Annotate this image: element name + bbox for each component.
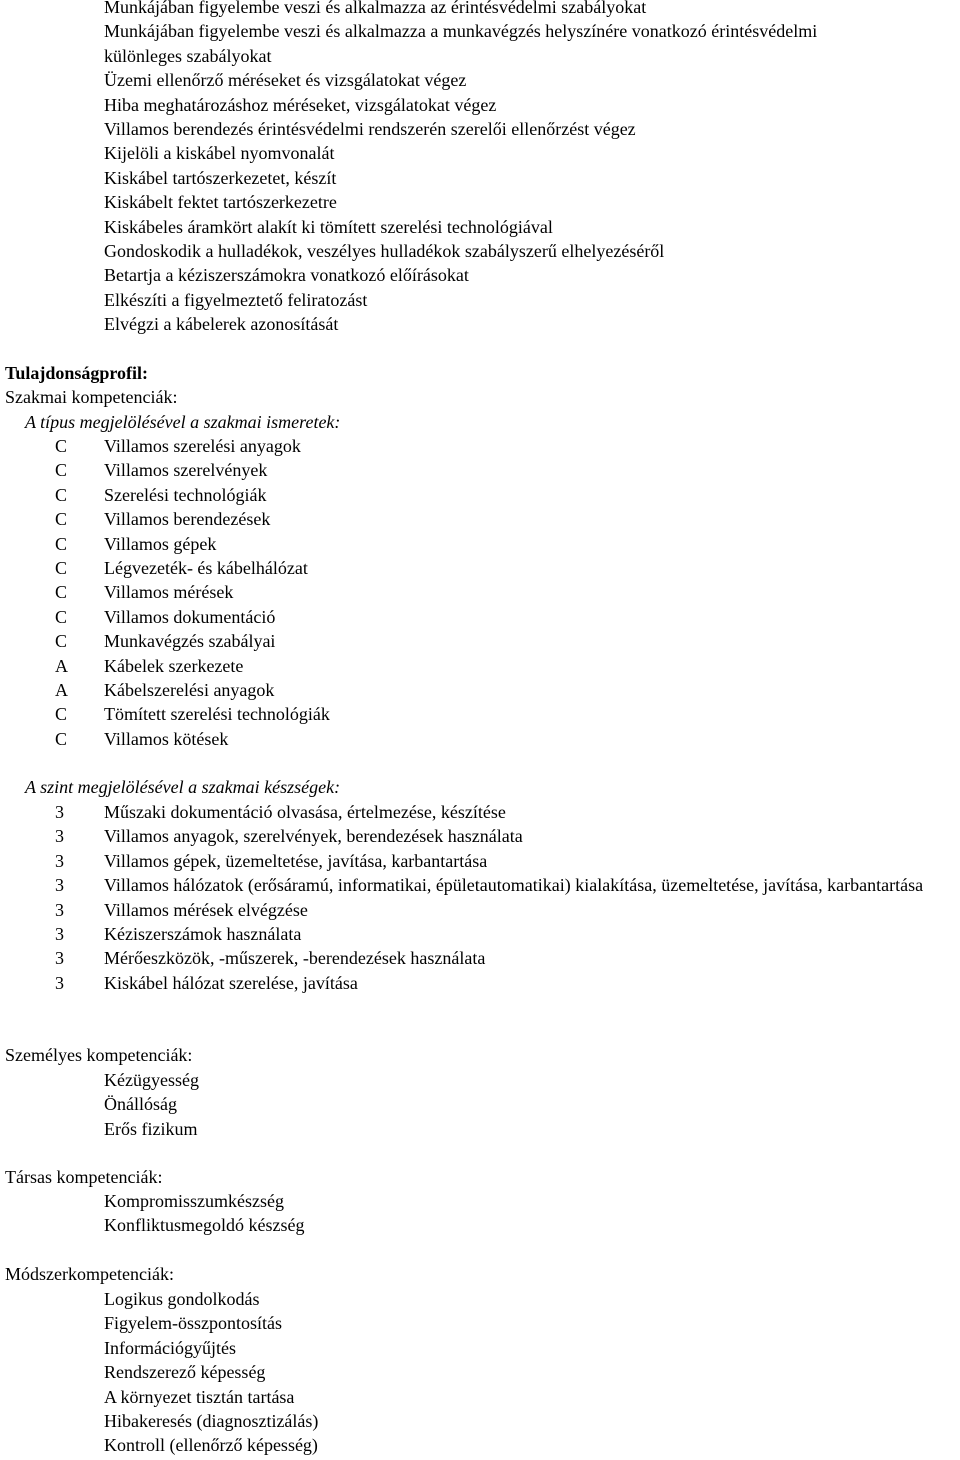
skill-level: 3	[55, 850, 64, 871]
skill-text: Villamos anyagok, szerelvények, berendezések használata	[104, 826, 523, 847]
skill-level: 3	[55, 875, 64, 896]
list-item	[0, 629, 960, 653]
task-item: Elkészíti a figyelmeztető feliratozást	[104, 289, 368, 310]
skill-level: 3	[55, 948, 64, 969]
list-item	[0, 727, 960, 751]
list-item	[0, 678, 960, 702]
method-competencies-list	[0, 1287, 960, 1458]
task-item: Üzemi ellenőrző méréseket és vizsgálatokat végez	[104, 70, 467, 91]
task-item: Villamos berendezés érintésvédelmi rendszerén szerelői ellenőrzést végez	[104, 119, 636, 140]
task-item: Gondoskodik a hulladékok, veszélyes hulladékok szabályszerű elhelyezéséről	[104, 241, 665, 262]
list-item: Logikus gondolkodás	[104, 1289, 260, 1309]
skill-level: 3	[55, 899, 64, 920]
list-item	[0, 849, 960, 873]
knowledge-code: C	[55, 606, 68, 627]
list-item: Figyelem-összpontosítás	[104, 1313, 282, 1334]
list-item	[0, 800, 960, 824]
list-item: Erős fizikum	[104, 1118, 198, 1139]
knowledge-text: Villamos kötések	[104, 728, 229, 749]
social-competencies-list	[0, 1189, 960, 1238]
skill-level: 3	[55, 826, 64, 847]
list-item: Rendszerező képesség	[104, 1362, 266, 1383]
list-item	[0, 702, 960, 726]
knowledge-text: Tömített szerelési technológiák	[104, 704, 330, 725]
task-item: Kiskábelt fektet tartószerkezetre	[104, 192, 337, 213]
knowledge-code: C	[55, 533, 68, 554]
knowledge-code: C	[55, 582, 68, 603]
skills-list	[0, 800, 960, 995]
list-item: A környezet tisztán tartása	[104, 1386, 295, 1407]
method-competencies-heading: Módszerkompetenciák:	[5, 1264, 174, 1284]
knowledge-text: Légvezeték- és kábelhálózat	[104, 558, 308, 579]
knowledge-code: A	[55, 680, 68, 701]
list-item	[0, 654, 960, 678]
list-item: Kézügyesség	[104, 1070, 199, 1090]
task-item: Munkájában figyelembe veszi és alkalmazza az érintésvédelmi szabályokat	[104, 0, 647, 17]
knowledge-code: C	[55, 558, 68, 579]
skill-text: Villamos gépek, üzemeltetése, javítása, karbantartása	[104, 850, 488, 871]
list-item: Kontroll (ellenőrző képesség)	[104, 1435, 318, 1456]
knowledge-code: C	[55, 460, 68, 481]
skill-text: Kiskábel hálózat szerelése, javítása	[104, 972, 358, 993]
task-item: Hiba meghatározáshoz méréseket, vizsgálatokat végez	[104, 94, 497, 115]
knowledge-code: C	[55, 704, 68, 725]
task-item: Betartja a kéziszerszámokra vonatkozó előírásokat	[104, 265, 469, 286]
list-item: Kompromisszumkészség	[104, 1191, 284, 1211]
list-item	[0, 605, 960, 629]
personal-competencies-list	[0, 1068, 960, 1141]
knowledge-text: Villamos szerelési anyagok	[104, 436, 301, 456]
skill-text: Műszaki dokumentáció olvasása, értelmezése, készítése	[104, 802, 506, 822]
knowledge-text: Villamos gépek	[104, 533, 217, 554]
knowledge-code: C	[55, 509, 68, 530]
profile-title: Tulajdonságprofil:	[5, 363, 149, 383]
knowledge-code: C	[55, 436, 68, 456]
knowledge-text: Kábelek szerkezete	[104, 655, 244, 676]
list-item	[0, 532, 960, 556]
list-item	[0, 483, 960, 507]
task-item: Kiskábel tartószerkezetet, készít	[104, 167, 337, 188]
knowledge-text: Kábelszerelési anyagok	[104, 680, 275, 701]
personal-competencies-heading: Személyes kompetenciák:	[5, 1045, 193, 1065]
knowledge-text: Szerelési technológiák	[104, 484, 267, 505]
skill-level: 3	[55, 802, 64, 822]
list-item	[0, 971, 960, 995]
knowledge-text: Villamos dokumentáció	[104, 606, 276, 627]
knowledge-text: Villamos mérések	[104, 582, 234, 603]
list-item	[0, 873, 960, 897]
knowledge-code: C	[55, 631, 68, 652]
skill-level: 3	[55, 924, 64, 945]
list-item	[0, 824, 960, 848]
skills-heading: A szint megjelölésével a szakmai készségek:	[25, 777, 341, 797]
knowledge-text: Villamos berendezések	[104, 509, 271, 530]
knowledge-code: C	[55, 728, 68, 749]
knowledge-code: C	[55, 484, 68, 505]
list-item: Konfliktusmegoldó készség	[104, 1215, 305, 1236]
list-item: Önállóság	[104, 1094, 177, 1115]
list-item: Hibakeresés (diagnosztizálás)	[104, 1411, 319, 1432]
task-item: Elvégzi a kábelerek azonosítását	[104, 314, 339, 335]
list-item	[0, 556, 960, 580]
list-item	[0, 946, 960, 970]
task-list	[0, 0, 960, 337]
task-item: Kiskábeles áramkört alakít ki tömített szerelési technológiával	[104, 216, 553, 237]
skill-text: Villamos mérések elvégzése	[104, 899, 308, 920]
social-competencies-heading: Társas kompetenciák:	[5, 1167, 163, 1187]
skill-level: 3	[55, 972, 64, 993]
knowledge-text: Villamos szerelvények	[104, 460, 268, 481]
knowledge-list	[0, 434, 960, 751]
skill-text: Villamos hálózatok (erősáramú, informatikai, épületautomatikai) kialakítása, üzemeltetése, javítása, karbantartása	[104, 875, 924, 896]
task-item: Munkájában figyelembe veszi és alkalmazza a munkavégzés helyszínére vonatkozó érintésvédelmi	[104, 21, 818, 42]
list-item	[0, 898, 960, 922]
knowledge-code: A	[55, 655, 68, 676]
knowledge-heading: A típus megjelölésével a szakmai ismeretek:	[25, 412, 341, 432]
list-item	[0, 922, 960, 946]
task-item: különleges szabályokat	[104, 45, 272, 66]
knowledge-text: Munkavégzés szabályai	[104, 631, 276, 652]
list-item: Információgyűjtés	[104, 1337, 236, 1358]
list-item	[0, 580, 960, 604]
list-item	[0, 434, 960, 458]
list-item	[0, 458, 960, 482]
skill-text: Mérőeszközök, -műszerek, -berendezések használata	[104, 948, 486, 969]
professional-competencies-heading: Szakmai kompetenciák:	[5, 387, 178, 407]
skill-text: Kéziszerszámok használata	[104, 924, 302, 945]
task-item: Kijelöli a kiskábel nyomvonalát	[104, 143, 335, 164]
list-item	[0, 507, 960, 531]
